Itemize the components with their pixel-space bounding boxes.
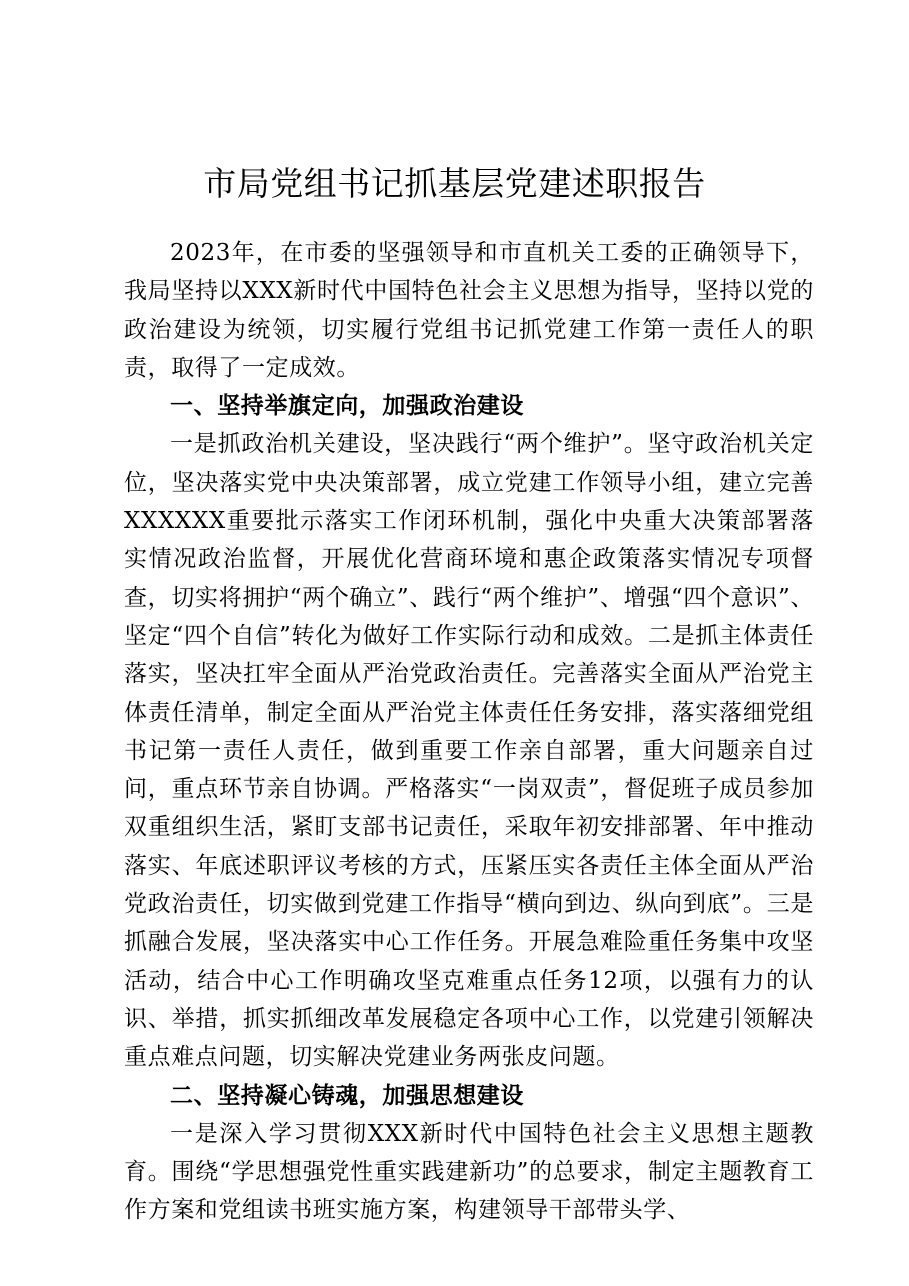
document-body (124, 234, 814, 1230)
document-title: 市局党组书记抓基层党建述职报告 (203, 164, 706, 203)
section-paragraph-1: 一是抓政治机关建设，坚决践行“两个维护”。坚守政治机关定位，坚决落实党中央决策部署，成立党建工作领导小组，建立完善XXXXXX重要批示落实工作闭环机制，强化中央重大决策部署落实情况政治监督，开展优化营商环境和惠企政策落实情况专项督查，切实将拥护“两个确立”、践行“两个维护”、增强“四个意识”、坚定“四个自信”转化为做好工作实际行动和成效。二是抓主体责任落实，坚决扛牢全面从严治党政治责任。完善落实全面从严治党主体责任清单，制定全面从严治党主体责任任务安排，落实落细党组书记第一责任人责任，做到重要工作亲自部署，重大问题亲自过问，重点环节亲自协调。严格落实“一岗双责”，督促班子成员参加双重组织生活，紧盯支部书记责任，采取年初安排部署、年中推动落实、年底述职评议考核的方式，压紧压实各责任主体全面从严治党政治责任，切实做到党建工作指导“横向到边、纵向到底”。三是抓融合发展，坚决落实中心工作任务。开展急难险重任务集中攻坚活动，结合中心工作明确攻坚克难重点任务12项，以强有力的认识、举措，抓实抓细改革发展稳定各项中心工作，以党建引领解决重点难点问题，切实解决党建业务两张皮问题。 (124, 431, 814, 1071)
section-heading-2: 二、坚持凝心铸魂，加强思想建设 (170, 1082, 524, 1109)
section-heading-1: 一、坚持举旗定向，加强政治建设 (170, 393, 524, 420)
section-paragraph-2: 一是深入学习贯彻XXX新时代中国特色社会主义思想主题教育。围绕“学思想强党性重实践建新功”的总要求，制定主题教育工作方案和党组读书班实施方案，构建领导干部带头学、 (124, 1120, 814, 1224)
intro-paragraph: 2023年，在市委的坚强领导和市直机关工委的正确领导下，我局坚持以XXX新时代中国特色社会主义思想为指导，坚持以党的政治建设为统领，切实履行党组书记抓党建工作第一责任人的职责，取得了一定成效。 (124, 240, 814, 381)
